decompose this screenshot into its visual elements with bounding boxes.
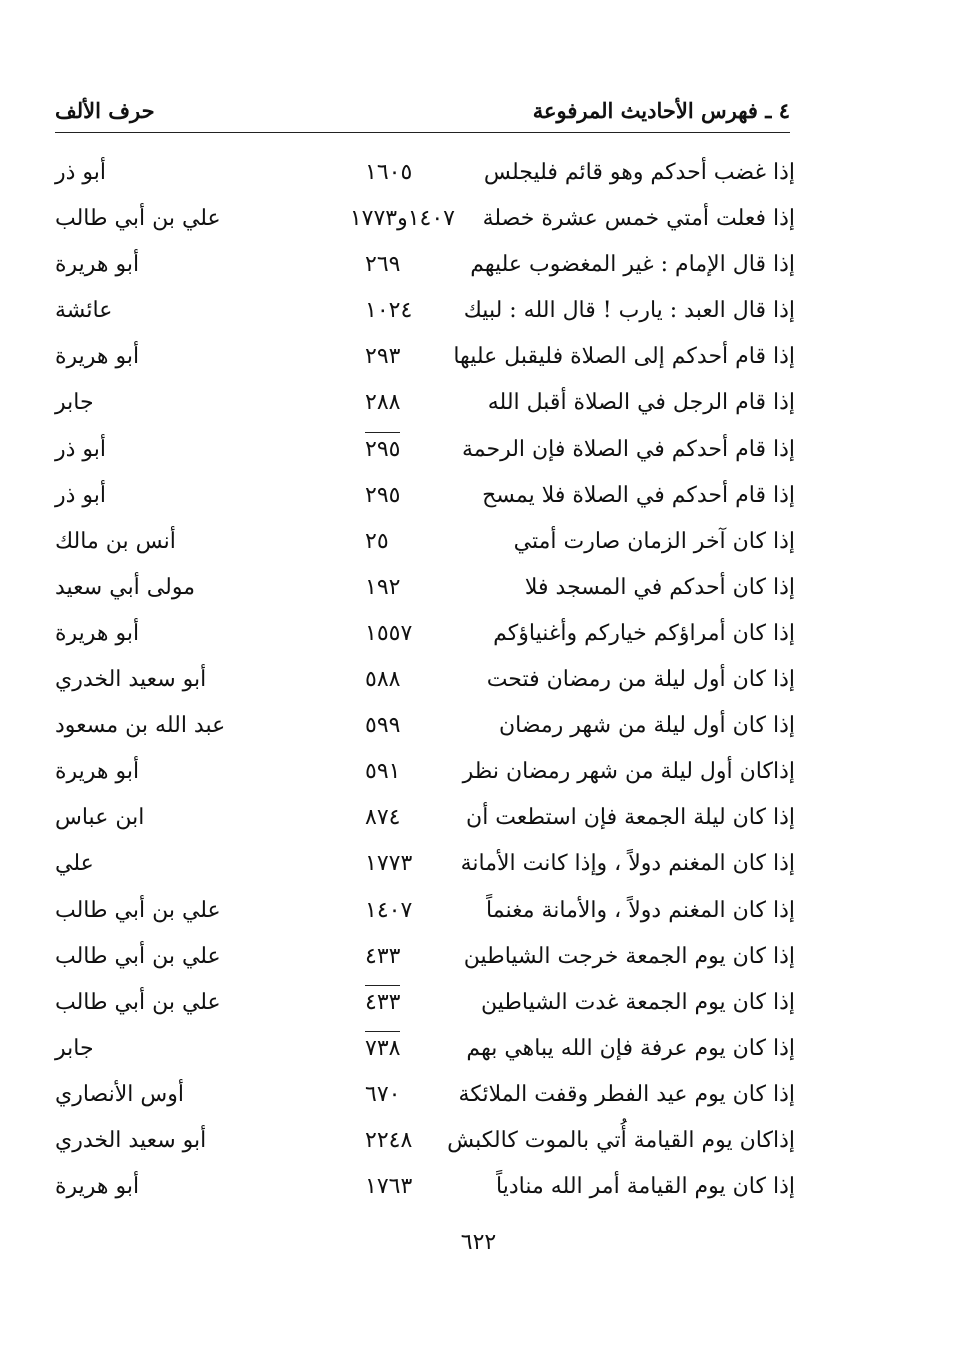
- narrator-name: أبو ذر: [55, 436, 107, 462]
- hadith-number-cell: [365, 435, 455, 465]
- table-row: [55, 429, 795, 475]
- hadith-text: إذا قام الرجل في الصلاة أقبل الله: [487, 390, 795, 416]
- table-row: [55, 751, 795, 797]
- hadith-text: إذا كان يوم عرفة فإن الله يباهي بهم: [466, 1035, 795, 1061]
- narrator-name: أبو هريرة: [55, 759, 140, 785]
- table-row: [55, 797, 795, 843]
- hadith-text: إذا كان يوم الجمعة غدت الشياطين: [480, 989, 795, 1015]
- table-row: [55, 890, 795, 936]
- hadith-text: إذا قال الإمام : غير المغضوب عليهم: [470, 252, 795, 278]
- hadith-text: إذا قام أحدكم في الصلاة فلا يمسح: [482, 482, 795, 508]
- table-row: [55, 659, 795, 705]
- hadith-number-cell: [365, 1080, 455, 1110]
- table-row: [55, 336, 795, 382]
- table-row: [55, 382, 795, 428]
- hadith-number: ١٤٠٧و١٧٧٣: [349, 206, 455, 232]
- narrator-name: أبو هريرة: [55, 1174, 140, 1200]
- header-divider: [55, 132, 790, 133]
- hadith-text: إذا قام أحدكم في الصلاة فإن الرحمة: [461, 436, 795, 462]
- hadith-text: إذا كان يوم عيد الفطر وقفت الملائكة: [458, 1081, 795, 1107]
- hadith-text: إذا كان أحدكم في المسجد فلا: [524, 574, 795, 600]
- narrator-name: جابر: [55, 1035, 94, 1061]
- hadith-number-cell: [365, 849, 455, 879]
- hadith-text: إذا كان أول ليلة من شهر رمضان: [498, 713, 795, 739]
- hadith-number-cell: [365, 250, 455, 280]
- hadith-number-cell: [365, 158, 455, 188]
- hadith-number-cell: [365, 527, 455, 557]
- hadith-number: ٥٩٩: [365, 713, 401, 739]
- table-row: [55, 1120, 795, 1166]
- hadith-number-cell: [365, 757, 455, 787]
- narrator-name: مولى أبي سعيد: [55, 574, 195, 600]
- section-title: ٤ ـ فهرس الأحاديث المرفوعة: [532, 98, 790, 123]
- hadith-number: ١٧٦٣: [365, 1174, 413, 1200]
- hadith-text: إذا فعلت أمتي خمس عشرة خصلة: [482, 206, 795, 232]
- hadith-text: إذاكان يوم القيامة أُتي بالموت كالكبش: [447, 1127, 795, 1153]
- table-row: [55, 705, 795, 751]
- narrator-name: علي بن أبي طالب: [55, 943, 221, 969]
- hadith-number-cell: [365, 296, 455, 326]
- hadith-number-cell: [365, 1034, 455, 1064]
- hadith-text: إذا كان أول ليلة من رمضان فتحت: [486, 667, 795, 693]
- narrator-name: عبد الله بن مسعود: [55, 713, 226, 739]
- hadith-number-cell: [365, 1126, 455, 1156]
- narrator-name: عائشة: [55, 298, 113, 324]
- narrator-name: أبو هريرة: [55, 252, 140, 278]
- table-row: [55, 521, 795, 567]
- hadith-number: ٢٢٤٨: [365, 1127, 413, 1153]
- hadith-number: ١٤٠٧: [365, 897, 413, 923]
- narrator-name: أبو هريرة: [55, 620, 140, 646]
- hadith-number: ٢٩٥: [365, 432, 400, 465]
- table-row: [55, 1166, 795, 1212]
- hadith-number: ١٦٠٥: [365, 160, 413, 185]
- narrator-name: أبو ذر: [55, 160, 107, 185]
- hadith-index-table: [55, 152, 795, 1212]
- narrator-name: علي بن أبي طالب: [55, 897, 221, 923]
- hadith-number: ١٧٧٣: [365, 851, 413, 877]
- hadith-number: ٢٦٩: [365, 252, 401, 278]
- hadith-number-cell: [365, 665, 455, 695]
- table-row: [55, 936, 795, 982]
- hadith-number-cell: [365, 711, 455, 741]
- hadith-text: إذا كان ليلة الجمعة فإن استطعت أن: [466, 805, 795, 831]
- table-row: [55, 475, 795, 521]
- hadith-number-cell: [365, 1172, 455, 1202]
- hadith-number-cell: [365, 896, 455, 926]
- hadith-text: إذا كان يوم الجمعة خرجت الشياطين: [463, 943, 795, 969]
- hadith-number: ٥٨٨: [365, 667, 401, 693]
- hadith-number: ٤٣٣: [365, 985, 400, 1018]
- hadith-text: إذا كان يوم القيامة أمر الله منادياً: [496, 1174, 795, 1200]
- hadith-number: ٨٧٤: [365, 805, 401, 831]
- narrator-name: علي: [55, 851, 94, 877]
- table-row: [55, 982, 795, 1028]
- hadith-number-cell: [365, 342, 455, 372]
- narrator-name: علي بن أبي طالب: [55, 206, 221, 232]
- table-row: [55, 290, 795, 336]
- narrator-name: علي بن أبي طالب: [55, 989, 221, 1015]
- hadith-number-cell: [365, 803, 455, 833]
- hadith-number-cell: [365, 988, 455, 1018]
- page-number: ٦٢٢: [460, 1230, 497, 1255]
- hadith-number: ٢٩٣: [365, 344, 401, 370]
- table-row: [55, 1074, 795, 1120]
- table-row: [55, 843, 795, 889]
- hadith-text: إذا غضب أحدكم وهو قائم فليجلس: [483, 160, 795, 185]
- hadith-number-cell: [365, 388, 455, 418]
- hadith-text: إذا قام أحدكم إلى الصلاة فليقبل عليها: [453, 344, 795, 370]
- hadith-number: ٧٣٨: [365, 1031, 400, 1064]
- hadith-number-cell: [365, 942, 455, 972]
- table-row: [55, 244, 795, 290]
- hadith-text: إذاكان أول ليلة من شهر رمضان نظر: [462, 759, 795, 785]
- narrator-name: أبو ذر: [55, 482, 107, 508]
- narrator-name: أبو سعيد الخدري: [55, 1127, 207, 1153]
- hadith-text: إذا كان المغنم دولاً ، والأمانة مغنماً: [486, 897, 795, 923]
- narrator-name: أنس بن مالك: [55, 528, 176, 554]
- hadith-number-cell: [365, 481, 455, 511]
- hadith-number: ١٥٥٧: [365, 620, 413, 646]
- hadith-number: ٤٣٣: [365, 943, 401, 969]
- table-row: [55, 567, 795, 613]
- hadith-number: ٢٨٨: [365, 390, 401, 416]
- narrator-name: أبو سعيد الخدري: [55, 667, 207, 693]
- narrator-name: ابن عباس: [55, 805, 145, 831]
- hadith-text: إذا كان أمراؤكم خياركم وأغنياؤكم: [493, 620, 795, 646]
- hadith-text: إذا كان آخر الزمان صارت أمتي: [513, 528, 795, 554]
- table-row: [55, 152, 795, 198]
- letter-title: حرف الألف: [55, 98, 155, 123]
- page-header: [55, 92, 790, 132]
- hadith-number: ١٠٢٤: [365, 298, 413, 324]
- table-row: [55, 1028, 795, 1074]
- hadith-number: ٢٥: [365, 528, 389, 554]
- hadith-number-cell: [365, 573, 455, 603]
- narrator-name: أبو هريرة: [55, 344, 140, 370]
- hadith-number: ٦٧٠: [365, 1081, 401, 1107]
- hadith-number: ٢٩٥: [365, 482, 401, 508]
- table-row: [55, 198, 795, 244]
- hadith-text: إذا قال العبد : يارب ! قال الله : لبيك: [463, 298, 795, 324]
- hadith-text: إذا كان المغنم دولاً ، وإذا كانت الأمانة: [460, 851, 795, 877]
- hadith-number: ١٩٢: [365, 574, 401, 600]
- table-row: [55, 613, 795, 659]
- hadith-number: ٥٩١: [365, 759, 401, 785]
- narrator-name: أوس الأنصاري: [55, 1081, 184, 1107]
- narrator-name: جابر: [55, 390, 94, 416]
- hadith-number-cell: [365, 619, 455, 649]
- hadith-number-cell: [349, 204, 455, 234]
